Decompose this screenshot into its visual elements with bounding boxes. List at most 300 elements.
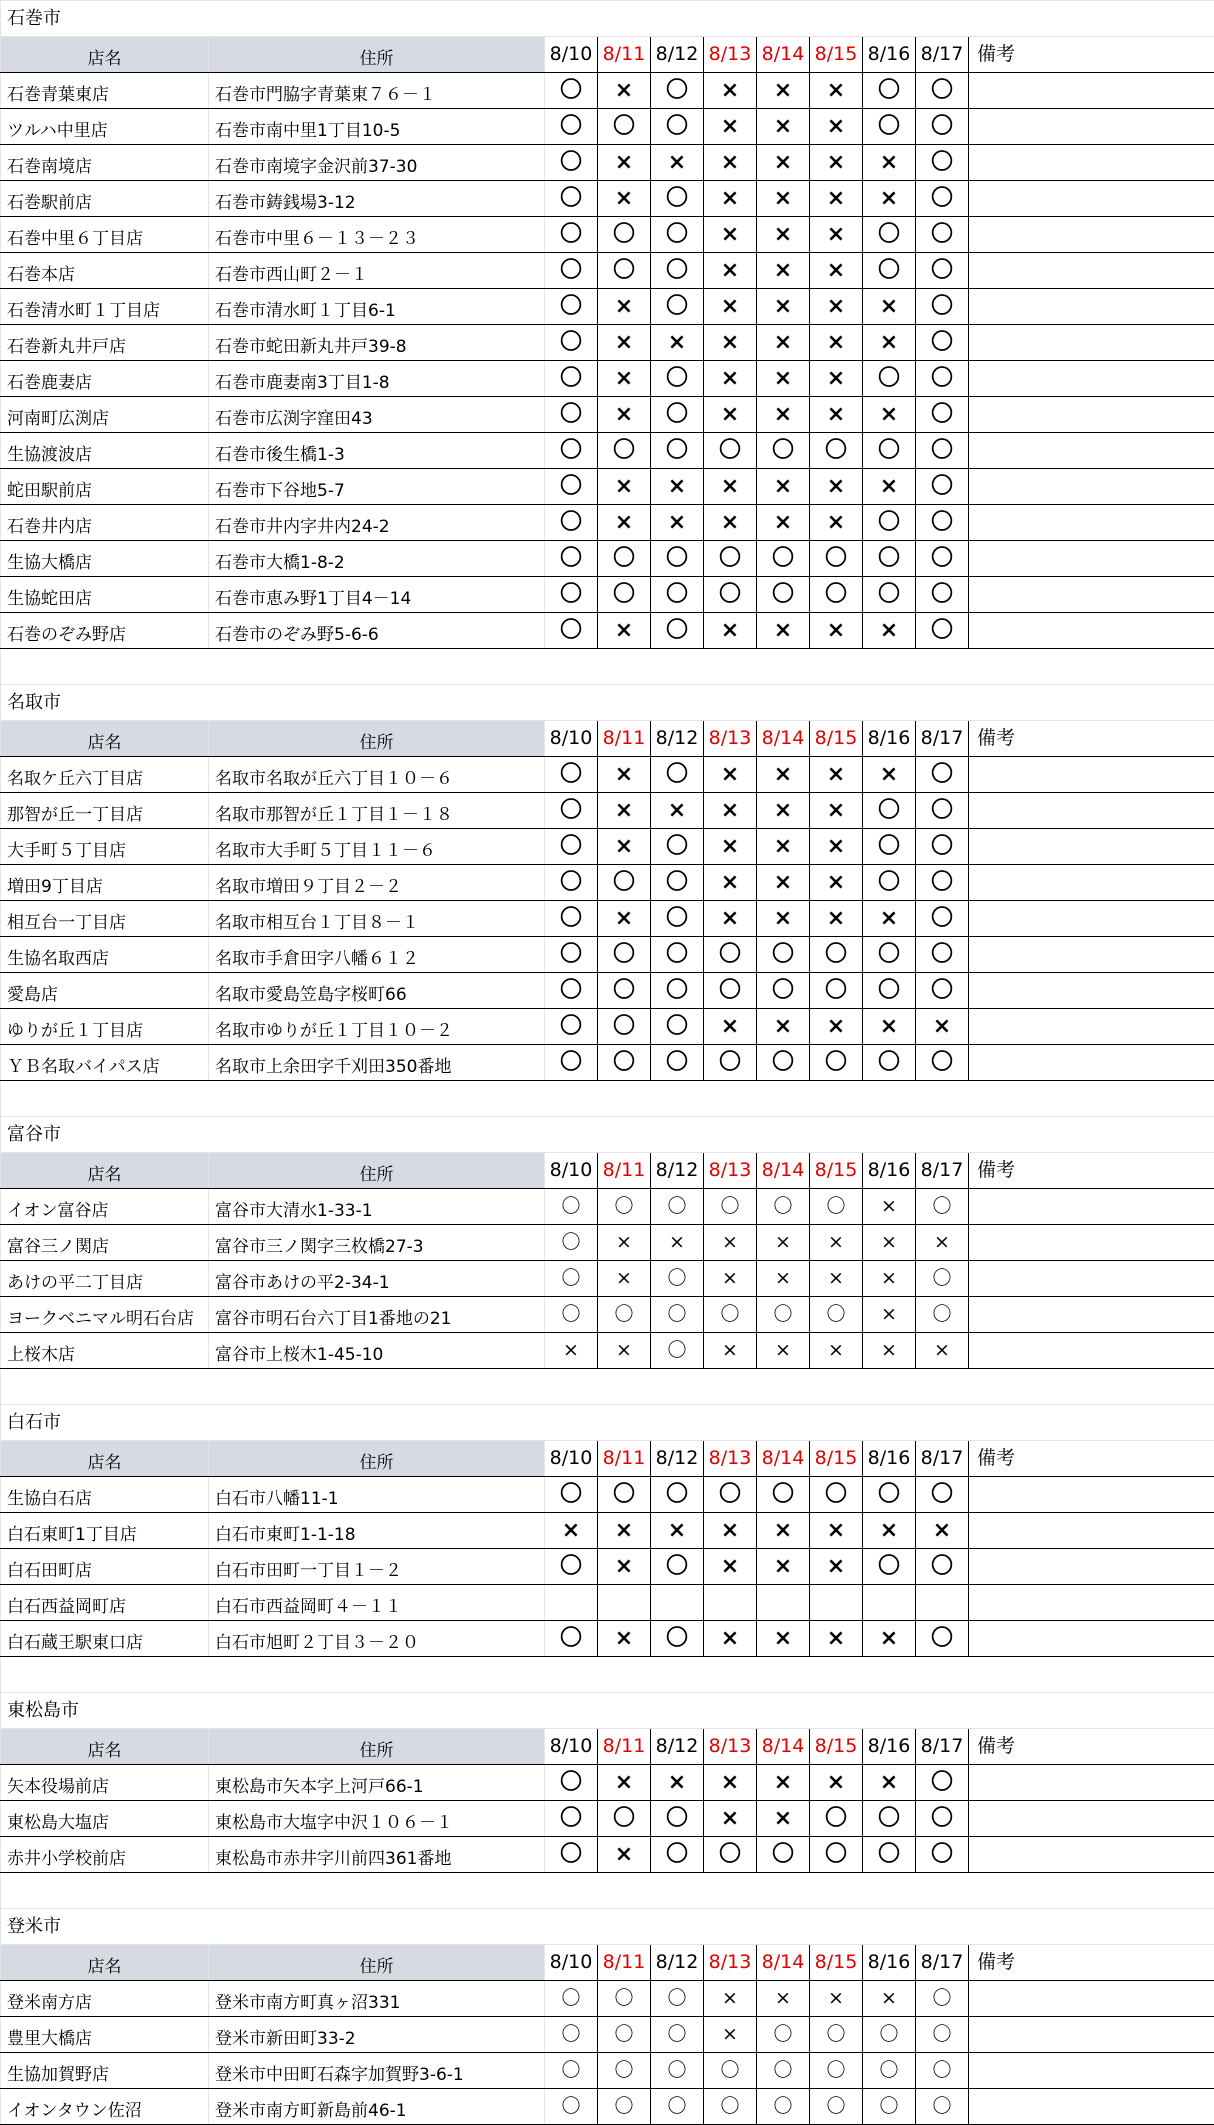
store-note — [969, 1837, 1214, 1873]
availability-mark: × — [810, 1621, 863, 1657]
availability-mark: × — [704, 757, 757, 793]
store-address: 石巻市南境字金沢前37-30 — [209, 145, 545, 181]
availability-mark: × — [863, 469, 916, 505]
section-title-row — [1, 1909, 1214, 1945]
store-note — [969, 793, 1214, 829]
store-row — [1, 253, 1214, 289]
availability-mark: 〇 — [757, 2017, 810, 2053]
store-note — [969, 1981, 1214, 2017]
availability-mark: × — [598, 289, 651, 325]
availability-mark: 〇 — [916, 757, 969, 793]
availability-mark: × — [598, 325, 651, 361]
availability-mark: 〇 — [598, 577, 651, 613]
section-title: 白石市 — [1, 1405, 1214, 1441]
availability-mark: × — [545, 1333, 598, 1369]
column-header-name: 店名 — [1, 1153, 209, 1189]
availability-mark: 〇 — [651, 1837, 704, 1873]
availability-mark: × — [757, 901, 810, 937]
store-address: 石巻市門脇字青葉東７６－１ — [209, 73, 545, 109]
availability-mark: 〇 — [545, 1801, 598, 1837]
availability-mark: 〇 — [651, 577, 704, 613]
store-row — [1, 2017, 1214, 2053]
store-name: ヨークベニマル明石台店 — [1, 1297, 209, 1333]
column-header-note: 備考 — [969, 37, 1214, 73]
availability-mark: × — [598, 757, 651, 793]
availability-mark: 〇 — [545, 73, 598, 109]
availability-mark: 〇 — [863, 109, 916, 145]
availability-mark: × — [863, 145, 916, 181]
store-name: 生協渡波店 — [1, 433, 209, 469]
store-note — [969, 1549, 1214, 1585]
store-name: 生協白石店 — [1, 1477, 209, 1513]
store-row — [1, 1837, 1214, 1873]
availability-mark: × — [863, 757, 916, 793]
availability-mark: × — [863, 1333, 916, 1369]
availability-mark: 〇 — [916, 109, 969, 145]
store-note — [969, 541, 1214, 577]
store-row — [1, 1225, 1214, 1261]
availability-mark: 〇 — [651, 2017, 704, 2053]
column-header-address: 住所 — [209, 1729, 545, 1765]
store-note — [969, 901, 1214, 937]
availability-mark: 〇 — [598, 217, 651, 253]
availability-mark: 〇 — [916, 253, 969, 289]
store-note — [969, 1297, 1214, 1333]
availability-mark: × — [598, 181, 651, 217]
availability-mark: × — [916, 1513, 969, 1549]
availability-mark: 〇 — [916, 2053, 969, 2089]
store-row — [1, 73, 1214, 109]
availability-mark: 〇 — [545, 1297, 598, 1333]
availability-mark: × — [651, 469, 704, 505]
store-note — [969, 1621, 1214, 1657]
availability-mark: × — [598, 829, 651, 865]
store-note — [969, 757, 1214, 793]
availability-mark: 〇 — [545, 433, 598, 469]
availability-mark: 〇 — [598, 865, 651, 901]
availability-mark: 〇 — [545, 973, 598, 1009]
store-row — [1, 145, 1214, 181]
availability-mark: × — [704, 217, 757, 253]
availability-mark — [916, 1585, 969, 1621]
availability-mark: 〇 — [545, 1621, 598, 1657]
availability-mark: 〇 — [916, 469, 969, 505]
availability-mark: 〇 — [651, 397, 704, 433]
column-header-row — [1, 1945, 1214, 1981]
availability-mark: × — [810, 1333, 863, 1369]
availability-mark: 〇 — [545, 865, 598, 901]
availability-mark: 〇 — [916, 1261, 969, 1297]
store-address: 名取市ゆりが丘１丁目１０－２ — [209, 1009, 545, 1045]
spacer-cell — [1, 1369, 1214, 1405]
store-address: 富谷市三ノ関字三枚橋27-3 — [209, 1225, 545, 1261]
availability-mark: × — [757, 1621, 810, 1657]
column-header-date: 8/12 — [651, 1441, 704, 1477]
store-name: 赤井小学校前店 — [1, 1837, 209, 1873]
availability-mark: 〇 — [916, 1477, 969, 1513]
availability-mark: × — [704, 1009, 757, 1045]
availability-mark: 〇 — [545, 361, 598, 397]
availability-mark: × — [704, 613, 757, 649]
availability-mark: 〇 — [704, 2053, 757, 2089]
store-note — [969, 613, 1214, 649]
store-row — [1, 541, 1214, 577]
availability-mark: × — [545, 1513, 598, 1549]
store-name: 白石西益岡町店 — [1, 1585, 209, 1621]
availability-mark: 〇 — [704, 937, 757, 973]
store-address: 富谷市大清水1-33-1 — [209, 1189, 545, 1225]
column-header-row — [1, 37, 1214, 73]
availability-mark: 〇 — [810, 2017, 863, 2053]
store-address: 石巻市井内字井内24-2 — [209, 505, 545, 541]
store-note — [969, 253, 1214, 289]
availability-mark: × — [757, 1513, 810, 1549]
store-name: 石巻青葉東店 — [1, 73, 209, 109]
spacer-cell — [1, 1081, 1214, 1117]
availability-mark: × — [757, 109, 810, 145]
column-header-date: 8/17 — [916, 1729, 969, 1765]
store-note — [969, 1045, 1214, 1081]
store-name: 石巻鹿妻店 — [1, 361, 209, 397]
availability-mark: × — [704, 1225, 757, 1261]
store-row — [1, 469, 1214, 505]
column-header-date: 8/17 — [916, 1441, 969, 1477]
availability-mark: 〇 — [545, 2017, 598, 2053]
store-address: 登米市新田町33-2 — [209, 2017, 545, 2053]
column-header-date: 8/10 — [545, 1729, 598, 1765]
store-address: 石巻市恵み野1丁目4－14 — [209, 577, 545, 613]
availability-mark: 〇 — [545, 829, 598, 865]
availability-mark: 〇 — [545, 289, 598, 325]
availability-mark: × — [704, 793, 757, 829]
availability-mark: × — [757, 865, 810, 901]
availability-mark: 〇 — [757, 1477, 810, 1513]
store-name: 石巻中里６丁目店 — [1, 217, 209, 253]
availability-mark: × — [810, 901, 863, 937]
availability-mark: × — [598, 1225, 651, 1261]
availability-mark: × — [863, 1261, 916, 1297]
store-address: 名取市名取が丘六丁目１０－６ — [209, 757, 545, 793]
availability-mark: 〇 — [704, 2089, 757, 2125]
availability-mark: × — [810, 109, 863, 145]
store-row — [1, 181, 1214, 217]
column-header-date: 8/13 — [704, 1153, 757, 1189]
column-header-name: 店名 — [1, 1729, 209, 1765]
availability-mark: 〇 — [651, 1297, 704, 1333]
availability-mark: 〇 — [863, 1477, 916, 1513]
availability-mark: × — [704, 145, 757, 181]
availability-mark: × — [757, 469, 810, 505]
store-row — [1, 2053, 1214, 2089]
store-name: 矢本役場前店 — [1, 1765, 209, 1801]
column-header-date: 8/11 — [598, 721, 651, 757]
availability-mark: 〇 — [916, 793, 969, 829]
availability-mark: 〇 — [545, 793, 598, 829]
availability-mark: × — [863, 1297, 916, 1333]
availability-mark: 〇 — [863, 433, 916, 469]
column-header-date: 8/10 — [545, 37, 598, 73]
spacer-cell — [1, 1873, 1214, 1909]
store-address: 白石市東町1-1-18 — [209, 1513, 545, 1549]
section-title: 富谷市 — [1, 1117, 1214, 1153]
availability-mark: × — [598, 613, 651, 649]
store-name: 石巻新丸井戸店 — [1, 325, 209, 361]
availability-mark: 〇 — [916, 181, 969, 217]
availability-mark: × — [704, 289, 757, 325]
availability-mark: 〇 — [863, 73, 916, 109]
store-name: 愛島店 — [1, 973, 209, 1009]
availability-mark: 〇 — [651, 1801, 704, 1837]
availability-mark: × — [598, 397, 651, 433]
store-address: 東松島市矢本字上河戸66-1 — [209, 1765, 545, 1801]
availability-mark: 〇 — [863, 505, 916, 541]
availability-mark: 〇 — [916, 829, 969, 865]
availability-mark: 〇 — [863, 1549, 916, 1585]
availability-mark: 〇 — [704, 973, 757, 1009]
availability-mark: × — [704, 1981, 757, 2017]
availability-mark: 〇 — [598, 109, 651, 145]
availability-mark: × — [810, 397, 863, 433]
spacer-row — [1, 649, 1214, 685]
availability-mark: 〇 — [916, 577, 969, 613]
store-note — [969, 1261, 1214, 1297]
availability-mark: 〇 — [863, 217, 916, 253]
availability-mark: 〇 — [810, 1477, 863, 1513]
availability-mark: × — [598, 793, 651, 829]
availability-mark: × — [704, 253, 757, 289]
availability-mark: × — [598, 505, 651, 541]
availability-mark: 〇 — [598, 1045, 651, 1081]
availability-mark — [757, 1585, 810, 1621]
availability-mark: 〇 — [863, 2053, 916, 2089]
availability-mark: × — [863, 1765, 916, 1801]
store-name: 蛇田駅前店 — [1, 469, 209, 505]
column-header-row — [1, 1729, 1214, 1765]
availability-mark: 〇 — [651, 1333, 704, 1369]
availability-mark: × — [704, 1621, 757, 1657]
availability-mark: × — [810, 1513, 863, 1549]
availability-mark: 〇 — [704, 577, 757, 613]
availability-mark: 〇 — [916, 1045, 969, 1081]
availability-mark: × — [598, 1621, 651, 1657]
store-address: 名取市手倉田字八幡６１２ — [209, 937, 545, 973]
availability-mark: 〇 — [810, 577, 863, 613]
availability-mark: × — [810, 865, 863, 901]
column-header-date: 8/11 — [598, 1945, 651, 1981]
availability-mark: 〇 — [810, 1297, 863, 1333]
store-name: 名取ケ丘六丁目店 — [1, 757, 209, 793]
availability-mark: 〇 — [863, 577, 916, 613]
store-address: 石巻市中里６－１３－２３ — [209, 217, 545, 253]
availability-mark: × — [757, 217, 810, 253]
spacer-row — [1, 1369, 1214, 1405]
store-row — [1, 1297, 1214, 1333]
availability-mark: × — [598, 469, 651, 505]
store-address: 白石市西益岡町４－１１ — [209, 1585, 545, 1621]
store-note — [969, 2089, 1214, 2125]
availability-mark: 〇 — [545, 2089, 598, 2125]
store-row — [1, 937, 1214, 973]
availability-mark: × — [916, 1333, 969, 1369]
availability-mark: 〇 — [545, 109, 598, 145]
availability-mark: × — [704, 1549, 757, 1585]
store-note — [969, 145, 1214, 181]
availability-mark: × — [704, 361, 757, 397]
column-header-date: 8/16 — [863, 1441, 916, 1477]
availability-mark: 〇 — [916, 973, 969, 1009]
availability-mark: 〇 — [810, 1837, 863, 1873]
availability-mark: × — [651, 1225, 704, 1261]
store-name: ＹＢ名取バイパス店 — [1, 1045, 209, 1081]
column-header-date: 8/17 — [916, 721, 969, 757]
store-name: 生協大橋店 — [1, 541, 209, 577]
availability-mark: 〇 — [916, 1189, 969, 1225]
availability-mark: 〇 — [651, 865, 704, 901]
availability-mark: 〇 — [916, 2089, 969, 2125]
availability-mark: × — [810, 289, 863, 325]
store-note — [969, 181, 1214, 217]
availability-mark: 〇 — [651, 217, 704, 253]
store-row — [1, 325, 1214, 361]
store-note — [969, 2017, 1214, 2053]
column-header-date: 8/14 — [757, 1729, 810, 1765]
availability-mark: × — [863, 325, 916, 361]
availability-mark: 〇 — [916, 541, 969, 577]
store-note — [969, 469, 1214, 505]
availability-mark: 〇 — [916, 865, 969, 901]
availability-mark: 〇 — [598, 937, 651, 973]
availability-mark: 〇 — [651, 1549, 704, 1585]
availability-mark: 〇 — [863, 937, 916, 973]
availability-mark: × — [757, 1009, 810, 1045]
availability-mark: × — [651, 1513, 704, 1549]
availability-mark: 〇 — [545, 1549, 598, 1585]
store-address: 登米市南方町真ヶ沼331 — [209, 1981, 545, 2017]
store-address: 石巻市清水町１丁目6-1 — [209, 289, 545, 325]
store-address: 東松島市赤井字川前四361番地 — [209, 1837, 545, 1873]
store-address: 名取市那智が丘１丁目１－１８ — [209, 793, 545, 829]
availability-mark: × — [757, 757, 810, 793]
column-header-date: 8/12 — [651, 1153, 704, 1189]
store-address: 名取市増田９丁目２－２ — [209, 865, 545, 901]
store-name: 生協加賀野店 — [1, 2053, 209, 2089]
store-row — [1, 217, 1214, 253]
availability-mark: × — [757, 325, 810, 361]
availability-mark: × — [863, 1009, 916, 1045]
store-row — [1, 1801, 1214, 1837]
column-header-address: 住所 — [209, 1945, 545, 1981]
availability-mark: 〇 — [651, 2053, 704, 2089]
store-name: ツルハ中里店 — [1, 109, 209, 145]
availability-mark: 〇 — [704, 1045, 757, 1081]
store-name: 生協名取西店 — [1, 937, 209, 973]
spacer-cell — [1, 649, 1214, 685]
availability-mark: × — [704, 901, 757, 937]
availability-mark: × — [810, 505, 863, 541]
availability-mark: 〇 — [545, 1261, 598, 1297]
availability-mark: × — [704, 505, 757, 541]
availability-mark: 〇 — [651, 613, 704, 649]
store-row — [1, 1621, 1214, 1657]
availability-mark — [545, 1585, 598, 1621]
availability-mark: 〇 — [651, 541, 704, 577]
store-name: 東松島大塩店 — [1, 1801, 209, 1837]
availability-mark: 〇 — [757, 541, 810, 577]
availability-mark: 〇 — [545, 613, 598, 649]
availability-mark: 〇 — [651, 901, 704, 937]
availability-mark: × — [810, 181, 863, 217]
store-name: 富谷三ノ関店 — [1, 1225, 209, 1261]
column-header-name: 店名 — [1, 1441, 209, 1477]
column-header-date: 8/13 — [704, 721, 757, 757]
availability-mark: 〇 — [545, 937, 598, 973]
store-row — [1, 1549, 1214, 1585]
column-header-date: 8/15 — [810, 1153, 863, 1189]
column-header-date: 8/14 — [757, 1441, 810, 1477]
availability-mark: × — [704, 73, 757, 109]
store-name: 河南町広渕店 — [1, 397, 209, 433]
spacer-row — [1, 1873, 1214, 1909]
store-name: 那智が丘一丁目店 — [1, 793, 209, 829]
availability-mark: 〇 — [704, 1477, 757, 1513]
store-note — [969, 2053, 1214, 2089]
availability-mark: 〇 — [704, 433, 757, 469]
column-header-name: 店名 — [1, 721, 209, 757]
store-name: 登米南方店 — [1, 1981, 209, 2017]
availability-mark: × — [810, 829, 863, 865]
availability-mark: × — [863, 181, 916, 217]
availability-mark: 〇 — [810, 973, 863, 1009]
column-header-address: 住所 — [209, 721, 545, 757]
availability-mark: × — [598, 1513, 651, 1549]
column-header-date: 8/16 — [863, 1153, 916, 1189]
store-name: イオン富谷店 — [1, 1189, 209, 1225]
spacer-cell — [1, 1657, 1214, 1693]
store-name: 石巻清水町１丁目店 — [1, 289, 209, 325]
availability-mark: 〇 — [651, 1189, 704, 1225]
store-row — [1, 109, 1214, 145]
availability-mark: × — [757, 397, 810, 433]
availability-mark: × — [810, 757, 863, 793]
store-note — [969, 397, 1214, 433]
store-address: 名取市相互台１丁目８－１ — [209, 901, 545, 937]
availability-mark: 〇 — [810, 2053, 863, 2089]
availability-mark: 〇 — [545, 1189, 598, 1225]
availability-mark: 〇 — [916, 217, 969, 253]
store-note — [969, 1333, 1214, 1369]
availability-mark: × — [757, 829, 810, 865]
availability-mark: × — [757, 1765, 810, 1801]
column-header-date: 8/15 — [810, 721, 863, 757]
availability-mark: 〇 — [651, 73, 704, 109]
availability-mark: × — [598, 901, 651, 937]
store-address: 石巻市南中里1丁目10-5 — [209, 109, 545, 145]
availability-mark: × — [757, 505, 810, 541]
availability-mark: 〇 — [810, 1189, 863, 1225]
availability-mark: 〇 — [863, 2089, 916, 2125]
store-address: 石巻市蛇田新丸井戸39-8 — [209, 325, 545, 361]
store-name: 石巻本店 — [1, 253, 209, 289]
column-header-date: 8/10 — [545, 721, 598, 757]
availability-mark: × — [704, 469, 757, 505]
availability-mark: × — [704, 181, 757, 217]
store-row — [1, 1477, 1214, 1513]
availability-mark: × — [863, 1513, 916, 1549]
availability-mark: × — [916, 1009, 969, 1045]
store-name: 生協蛇田店 — [1, 577, 209, 613]
availability-mark: × — [863, 1225, 916, 1261]
availability-mark: 〇 — [810, 2089, 863, 2125]
